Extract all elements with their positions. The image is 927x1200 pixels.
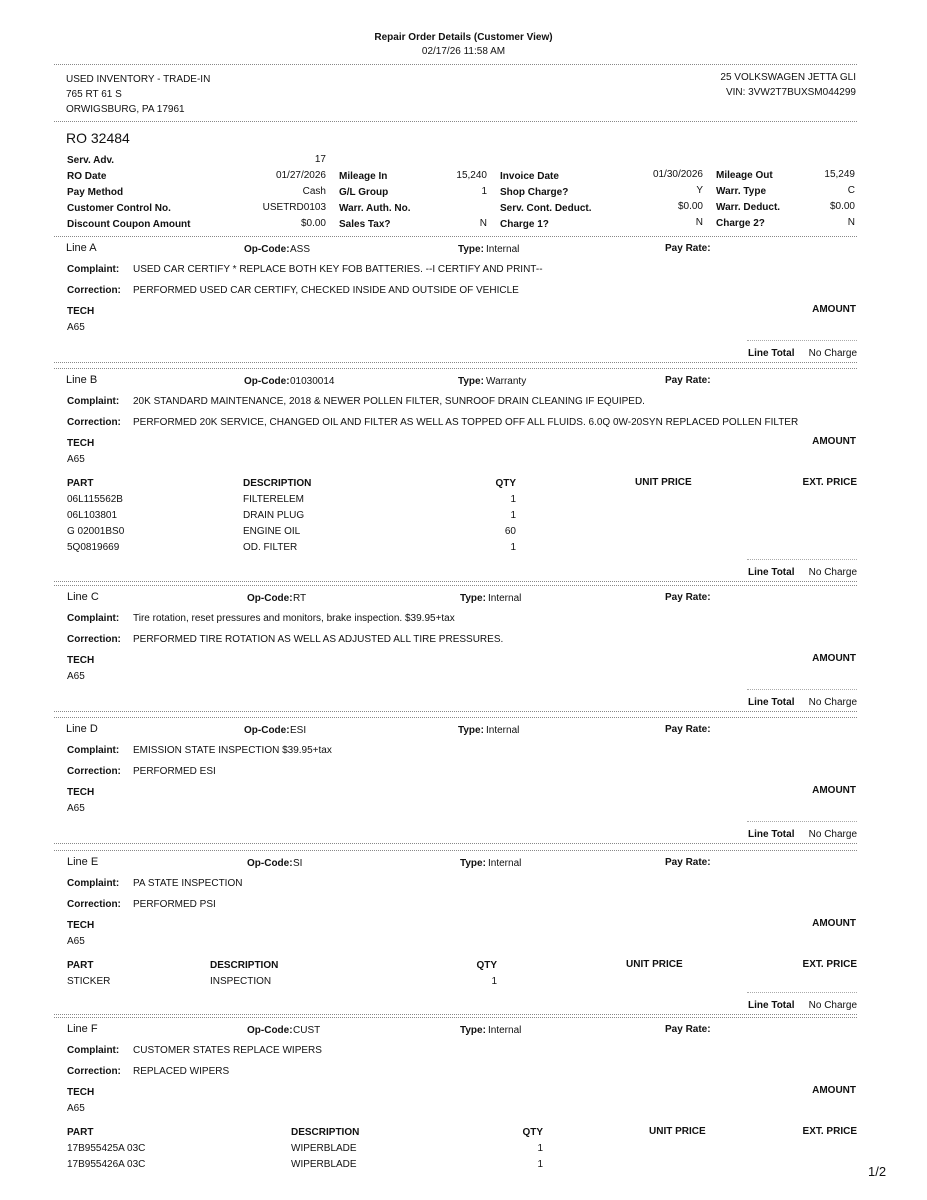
pay-rate-label: Pay Rate: [665, 1024, 711, 1035]
complaint-text: 20K STANDARD MAINTENANCE, 2018 & NEWER POLLEN FILTER, SUNROOF DRAIN CLEANING IF EQUIPED. [133, 396, 645, 407]
line-divider [54, 1017, 857, 1018]
gl-group-label: G/L Group [339, 187, 389, 198]
mileage-out-label: Mileage Out [716, 170, 773, 181]
type-value: Internal [488, 593, 522, 604]
pay-rate-label: Pay Rate: [665, 243, 711, 254]
line-name: Line A [66, 242, 97, 254]
ro-date-value: 01/27/2026 [275, 170, 326, 181]
complaint-text: CUSTOMER STATES REPLACE WIPERS [133, 1045, 322, 1056]
mileage-in-label: Mileage In [339, 171, 388, 182]
line-name: Line E [67, 856, 99, 868]
correction-text: PERFORMED TIRE ROTATION AS WELL AS ADJUSTED ALL TIRE PRESSURES. [133, 634, 504, 645]
line-total-underline [54, 711, 857, 712]
line-divider [54, 236, 857, 237]
part-description: DRAIN PLUG [243, 510, 305, 521]
shop-charge-value: Y [696, 185, 703, 196]
part-description: ENGINE OIL [243, 526, 301, 537]
line-total-underline [54, 1014, 857, 1015]
part-description: INSPECTION [210, 976, 272, 987]
dealer-address-1: 765 RT 61 S [66, 89, 122, 100]
correction-label: Correction: [67, 634, 121, 645]
part-number: 5Q0819669 [67, 542, 120, 553]
warr-type-value: C [847, 185, 855, 196]
coupon-value: $0.00 [300, 218, 326, 229]
line-name: Line D [66, 723, 98, 735]
warr-deduct-label: Warr. Deduct. [716, 202, 781, 213]
correction-label: Correction: [67, 1066, 121, 1077]
part-number: STICKER [67, 976, 111, 987]
dealer-name: USED INVENTORY - TRADE-IN [66, 74, 211, 85]
correction-text: REPLACED WIPERS [133, 1066, 230, 1077]
tech-label: TECH [67, 306, 95, 317]
opcode-label: Op-Code: [247, 858, 293, 869]
line-total-rule [747, 340, 857, 341]
pay-rate-label: Pay Rate: [665, 857, 711, 868]
unit-price-header: UNIT PRICE [649, 1126, 706, 1137]
line-total-value: No Charge [808, 567, 857, 578]
ext-price-header: EXT. PRICE [802, 477, 857, 488]
tech-value: A65 [67, 1103, 85, 1114]
unit-price-header: UNIT PRICE [635, 477, 692, 488]
charge-1-value: N [695, 217, 703, 228]
customer-control-value: USETRD0103 [262, 202, 326, 213]
type-label: Type: [458, 725, 484, 736]
opcode-label: Op-Code: [247, 593, 293, 604]
line-total-value: No Charge [808, 829, 857, 840]
charge-1-label: Charge 1? [500, 219, 549, 230]
type-value: Internal [488, 1025, 522, 1036]
amount-label: AMOUNT [812, 653, 856, 664]
opcode-value: ESI [290, 725, 307, 736]
pay-rate-label: Pay Rate: [665, 375, 711, 386]
type-value: Internal [486, 244, 520, 255]
complaint-label: Complaint: [67, 1045, 120, 1056]
mileage-in-value: 15,240 [456, 170, 487, 181]
serv-adv-label: Serv. Adv. [67, 155, 115, 166]
report-datetime: 02/17/26 11:58 AM [421, 46, 506, 57]
opcode-value: 01030014 [290, 376, 335, 387]
qty-header: QTY [476, 960, 497, 971]
warr-deduct-value: $0.00 [829, 201, 855, 212]
opcode-value: SI [293, 858, 303, 869]
line-total-value: No Charge [808, 697, 857, 708]
tech-value: A65 [67, 936, 85, 947]
pay-method-label: Pay Method [67, 187, 124, 198]
type-label: Type: [460, 593, 486, 604]
part-number: 06L103801 [67, 510, 118, 521]
divider [54, 64, 857, 65]
line-total-rule [747, 821, 857, 822]
line-total-rule [747, 689, 857, 690]
tech-label: TECH [67, 438, 95, 449]
shop-charge-label: Shop Charge? [500, 187, 569, 198]
opcode-label: Op-Code: [244, 725, 290, 736]
complaint-label: Complaint: [67, 878, 120, 889]
amount-label: AMOUNT [812, 304, 856, 315]
customer-control-label: Customer Control No. [67, 203, 171, 214]
charge-2-label: Charge 2? [716, 218, 765, 229]
line-total-label: Line Total [748, 1000, 795, 1011]
divider [54, 121, 857, 122]
vehicle-description: 25 VOLKSWAGEN JETTA GLI [720, 72, 856, 83]
ro-date-label: RO Date [67, 171, 107, 182]
type-label: Type: [458, 376, 484, 387]
part-number: G 02001BS0 [67, 526, 125, 537]
part-qty: 1 [537, 1143, 543, 1154]
line-name: Line C [67, 591, 99, 603]
line-total-underline [54, 362, 857, 363]
part-header: PART [67, 1127, 94, 1138]
part-number: 17B955426A 03C [67, 1159, 146, 1170]
complaint-label: Complaint: [67, 745, 120, 756]
warr-type-label: Warr. Type [716, 186, 767, 197]
part-description: FILTERELEM [243, 494, 304, 505]
ro-number: RO 32484 [66, 130, 130, 146]
description-header: DESCRIPTION [210, 960, 279, 971]
ext-price-header: EXT. PRICE [802, 1126, 857, 1137]
part-qty: 1 [510, 542, 516, 553]
invoice-date-value: 01/30/2026 [652, 169, 703, 180]
correction-text: PERFORMED PSI [133, 899, 216, 910]
page-number: 1/2 [868, 1164, 887, 1179]
opcode-label: Op-Code: [244, 244, 290, 255]
part-qty: 60 [504, 526, 516, 537]
unit-price-header: UNIT PRICE [626, 959, 683, 970]
type-value: Internal [486, 725, 520, 736]
part-number: 17B955425A 03C [67, 1143, 146, 1154]
opcode-value: CUST [293, 1025, 321, 1036]
correction-label: Correction: [67, 285, 121, 296]
complaint-label: Complaint: [67, 396, 120, 407]
line-name: Line B [66, 374, 98, 386]
line-total-underline [54, 843, 857, 844]
line-name: Line F [67, 1023, 98, 1035]
line-total-label: Line Total [748, 697, 795, 708]
type-value: Warranty [486, 376, 527, 387]
amount-label: AMOUNT [812, 436, 856, 447]
line-total-label: Line Total [748, 829, 795, 840]
amount-label: AMOUNT [812, 1085, 856, 1096]
tech-label: TECH [67, 787, 95, 798]
type-label: Type: [460, 1025, 486, 1036]
tech-label: TECH [67, 655, 95, 666]
sales-tax-label: Sales Tax? [339, 219, 391, 230]
serv-cont-deduct-value: $0.00 [677, 201, 703, 212]
line-total-rule [747, 559, 857, 560]
type-label: Type: [458, 244, 484, 255]
report-title: Repair Order Details (Customer View) [374, 32, 553, 43]
dealer-address-2: ORWIGSBURG, PA 17961 [66, 104, 185, 115]
correction-text: PERFORMED USED CAR CERTIFY, CHECKED INSIDE AND OUTSIDE OF VEHICLE [133, 285, 519, 296]
part-description: WIPERBLADE [291, 1159, 357, 1170]
charge-2-value: N [847, 217, 855, 228]
complaint-text: EMISSION STATE INSPECTION $39.95+tax [133, 745, 332, 756]
line-total-underline [54, 581, 857, 582]
line-divider [54, 717, 857, 718]
correction-label: Correction: [67, 417, 121, 428]
coupon-label: Discount Coupon Amount [67, 219, 191, 230]
part-header: PART [67, 478, 94, 489]
tech-label: TECH [67, 1087, 95, 1098]
type-label: Type: [460, 858, 486, 869]
line-divider [54, 368, 857, 369]
complaint-text: PA STATE INSPECTION [133, 878, 243, 889]
line-divider [54, 585, 857, 586]
vehicle-vin: VIN: 3VW2T7BUXSM044299 [725, 87, 856, 98]
qty-header: QTY [522, 1127, 543, 1138]
opcode-label: Op-Code: [247, 1025, 293, 1036]
part-qty: 1 [510, 510, 516, 521]
part-header: PART [67, 960, 94, 971]
ext-price-header: EXT. PRICE [802, 959, 857, 970]
serv-cont-deduct-label: Serv. Cont. Deduct. [500, 203, 592, 214]
amount-label: AMOUNT [812, 918, 856, 929]
correction-text: PERFORMED ESI [133, 766, 216, 777]
line-divider [54, 850, 857, 851]
description-header: DESCRIPTION [243, 478, 312, 489]
sales-tax-value: N [479, 218, 487, 229]
tech-value: A65 [67, 454, 85, 465]
pay-method-value: Cash [302, 186, 326, 197]
amount-label: AMOUNT [812, 785, 856, 796]
line-total-value: No Charge [808, 1000, 857, 1011]
serv-adv-value: 17 [314, 154, 326, 165]
line-total-rule [747, 992, 857, 993]
type-value: Internal [488, 858, 522, 869]
part-qty: 1 [537, 1159, 543, 1170]
qty-header: QTY [495, 478, 516, 489]
tech-value: A65 [67, 322, 85, 333]
complaint-text: Tire rotation, reset pressures and monitors, brake inspection. $39.95+tax [133, 613, 455, 624]
line-total-label: Line Total [748, 348, 795, 359]
opcode-value: RT [293, 593, 307, 604]
gl-group-value: 1 [481, 186, 487, 197]
opcode-value: ASS [290, 244, 311, 255]
description-header: DESCRIPTION [291, 1127, 360, 1138]
mileage-out-value: 15,249 [824, 169, 855, 180]
part-qty: 1 [491, 976, 497, 987]
correction-label: Correction: [67, 899, 121, 910]
warr-auth-label: Warr. Auth. No. [339, 203, 411, 214]
correction-text: PERFORMED 20K SERVICE, CHANGED OIL AND FILTER AS WELL AS TOPPED OFF ALL FLUIDS. 6.0Q 0W-20SYN REPLACED POLLEN FILTER [133, 417, 799, 428]
part-qty: 1 [510, 494, 516, 505]
tech-label: TECH [67, 920, 95, 931]
line-total-value: No Charge [808, 348, 857, 359]
invoice-date-label: Invoice Date [500, 171, 559, 182]
complaint-text: USED CAR CERTIFY * REPLACE BOTH KEY FOB BATTERIES. --I CERTIFY AND PRINT-- [133, 264, 543, 275]
part-number: 06L115562B [67, 494, 123, 505]
opcode-label: Op-Code: [244, 376, 290, 387]
correction-label: Correction: [67, 766, 121, 777]
tech-value: A65 [67, 671, 85, 682]
pay-rate-label: Pay Rate: [665, 724, 711, 735]
line-total-label: Line Total [748, 567, 795, 578]
complaint-label: Complaint: [67, 613, 120, 624]
part-description: OD. FILTER [243, 542, 298, 553]
complaint-label: Complaint: [67, 264, 120, 275]
tech-value: A65 [67, 803, 85, 814]
part-description: WIPERBLADE [291, 1143, 357, 1154]
pay-rate-label: Pay Rate: [665, 592, 711, 603]
